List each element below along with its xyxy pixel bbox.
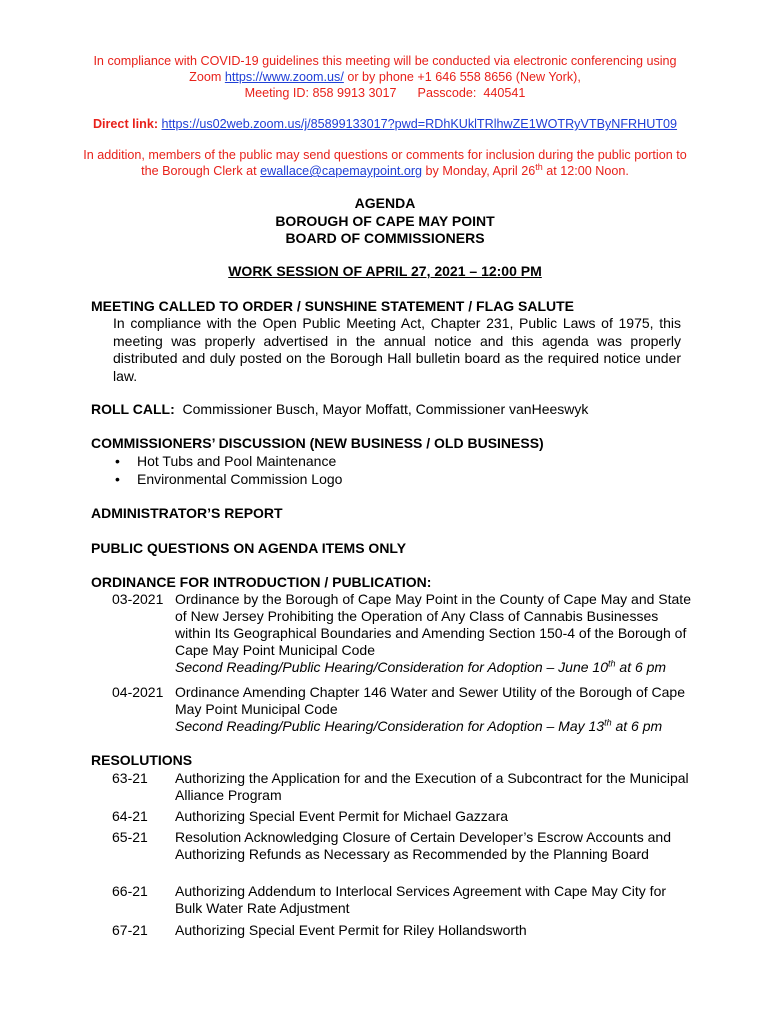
resolution-number: 67-21 bbox=[112, 922, 148, 938]
resolution-number: 63-21 bbox=[112, 770, 148, 786]
ordinance-text bbox=[175, 591, 695, 676]
direct-link-url[interactable]: https://us02web.zoom.us/j/85899133017?pwd=RDhKUklTRlhwZE1WOTRyVTByNFRHUT09 bbox=[161, 117, 678, 131]
zoom-prefix: Zoom bbox=[189, 70, 225, 84]
resolution-number: 65-21 bbox=[112, 829, 148, 845]
roll-call bbox=[91, 401, 691, 418]
borough-name: BOROUGH OF CAPE MAY POINT bbox=[275, 212, 495, 229]
ordinance-note-text: Second Reading/Public Hearing/Consideration for Adoption – June 10 bbox=[175, 659, 608, 675]
covid-notice-line2 bbox=[40, 69, 730, 85]
covid-notice-line1: In compliance with COVID-19 guidelines this meeting will be conducted via electronic conferencing using bbox=[93, 54, 677, 68]
ordinance-note-sup: th bbox=[604, 717, 612, 728]
deadline-text: by Monday, April 26 bbox=[422, 164, 536, 178]
direct-link-line bbox=[40, 116, 730, 132]
resolutions-title: RESOLUTIONS bbox=[91, 752, 193, 768]
ordinance-note bbox=[175, 718, 695, 735]
meeting-statement: In compliance with the Open Public Meeting Act, Chapter 231, Public Laws of 1975, this meeting was properly advertised in the annual notice and this agenda was properly distributed and duly posted on the Borough Hall bulletin board as the required notice under law. bbox=[113, 315, 681, 384]
ordinance-number: 04-2021 bbox=[112, 684, 164, 700]
ordinance-text bbox=[175, 684, 695, 735]
deadline-sup: th bbox=[535, 161, 543, 172]
roll-call-label: ROLL CALL: bbox=[91, 401, 175, 417]
ordinance-note-sup: th bbox=[608, 658, 616, 669]
ordinance-description: Ordinance by the Borough of Cape May Point in the County of Cape May and State of New Jersey Prohibiting the Operation of Any Class of Cannabis Businesses within Its Geographical Boundaries and Amending Section 150-4 of the Borough of Cape May Point Municipal Code bbox=[175, 591, 691, 658]
public-questions-title: PUBLIC QUESTIONS ON AGENDA ITEMS ONLY bbox=[91, 540, 407, 556]
deadline-time: at 12:00 Noon. bbox=[542, 164, 629, 178]
session-title: WORK SESSION OF APRIL 27, 2021 – 12:00 PM bbox=[228, 263, 542, 279]
covid-notice bbox=[40, 53, 730, 101]
discussion-list bbox=[113, 452, 342, 488]
phone-text: or by phone +1 646 558 8656 (New York), bbox=[343, 70, 581, 84]
meeting-section-title: MEETING CALLED TO ORDER / SUNSHINE STATEMENT / FLAG SALUTE bbox=[91, 298, 575, 314]
ordinance-description: Ordinance Amending Chapter 146 Water and Sewer Utility of the Borough of Cape May Point Municipal Code bbox=[175, 684, 685, 717]
resolution-text: Authorizing Addendum to Interlocal Services Agreement with Cape May City for Bulk Water Rate Adjustment bbox=[175, 883, 667, 916]
agenda-title: AGENDA bbox=[354, 195, 416, 211]
ordinance-title: ORDINANCE FOR INTRODUCTION / PUBLICATION: bbox=[91, 574, 432, 590]
agenda-header bbox=[0, 195, 770, 248]
ordinance-number: 03-2021 bbox=[112, 591, 164, 607]
list-item: • Environmental Commission Logo bbox=[113, 470, 342, 488]
resolution-text: Authorizing the Application for and the Execution of a Subcontract for the Municipal Alliance Program bbox=[175, 770, 689, 803]
clerk-prefix: the Borough Clerk at bbox=[141, 164, 261, 178]
discussion-title: COMMISSIONERS’ DISCUSSION (NEW BUSINESS / OLD BUSINESS) bbox=[91, 435, 544, 451]
resolution-number: 66-21 bbox=[112, 883, 148, 899]
zoom-link[interactable]: https://www.zoom.us/ bbox=[224, 70, 344, 84]
ordinance-note-text: Second Reading/Public Hearing/Consideration for Adoption – May 13 bbox=[175, 718, 605, 734]
resolution-text: Resolution Acknowledging Closure of Certain Developer’s Escrow Accounts and Authorizing Refunds as Necessary as Recommended by the Planning Board bbox=[175, 829, 671, 862]
public-comment-line2 bbox=[40, 163, 730, 179]
roll-call-text: Commissioner Busch, Mayor Moffatt, Commissioner vanHeeswyk bbox=[174, 401, 589, 417]
admin-report-title: ADMINISTRATOR’S REPORT bbox=[91, 505, 283, 521]
ordinance-note-time: at 6 pm bbox=[615, 659, 667, 675]
resolution-text: Authorizing Special Event Permit for Michael Gazzara bbox=[175, 808, 509, 824]
meeting-id-line: Meeting ID: 858 9913 3017 Passcode: 440541 bbox=[244, 86, 526, 100]
direct-link-label: Direct link: bbox=[92, 117, 162, 131]
ordinance-note-time: at 6 pm bbox=[611, 718, 663, 734]
resolution-number: 64-21 bbox=[112, 808, 148, 824]
ordinance-note bbox=[175, 659, 695, 676]
public-comment-line1: In addition, members of the public may send questions or comments for inclusion during the public portion to bbox=[83, 148, 687, 162]
clerk-email-link[interactable]: ewallace@capemaypoint.org bbox=[260, 164, 423, 178]
board-name: BOARD OF COMMISSIONERS bbox=[285, 230, 485, 246]
public-comment-notice bbox=[40, 147, 730, 179]
resolution-text: Authorizing Special Event Permit for Riley Hollandsworth bbox=[175, 922, 527, 938]
list-item: • Hot Tubs and Pool Maintenance bbox=[113, 452, 342, 470]
